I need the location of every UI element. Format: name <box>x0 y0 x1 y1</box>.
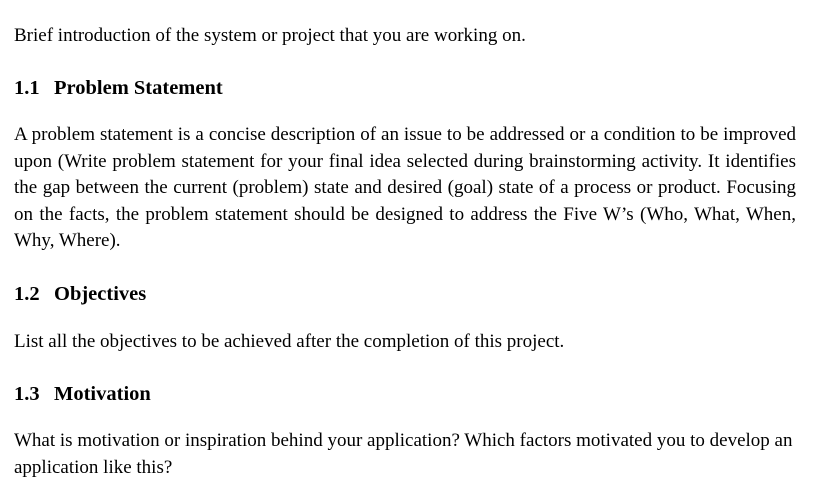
section-number: 1.1 <box>14 77 40 99</box>
objectives-paragraph: List all the objectives to be achieved after the completion of this project. <box>14 331 565 352</box>
section-number: 1.3 <box>14 383 40 405</box>
intro-paragraph: Brief introduction of the system or project that you are working on. <box>14 25 526 46</box>
problem-statement-paragraph: A problem statement is a concise description of an issue to be addressed or a condition to be improved upon (Write problem statement for your final idea selected during brainstorming activity. It identifies the gap between the current (problem) state and desired (goal) state of a process or product. Focusing on the facts, the problem statement should be designed to address the Five W’s (Who, What, When, Why, Where). <box>14 124 796 251</box>
section-title: Motivation <box>54 383 151 405</box>
section-title: Problem Statement <box>54 77 223 99</box>
section-number: 1.2 <box>14 283 40 305</box>
motivation-paragraph: What is motivation or inspiration behind your application? Which factors motivated you to develop an application like this? <box>14 430 793 478</box>
section-heading-problem-statement <box>14 76 223 100</box>
section-heading-objectives <box>14 282 146 306</box>
section-title: Objectives <box>54 283 147 305</box>
section-heading-motivation <box>14 382 151 406</box>
